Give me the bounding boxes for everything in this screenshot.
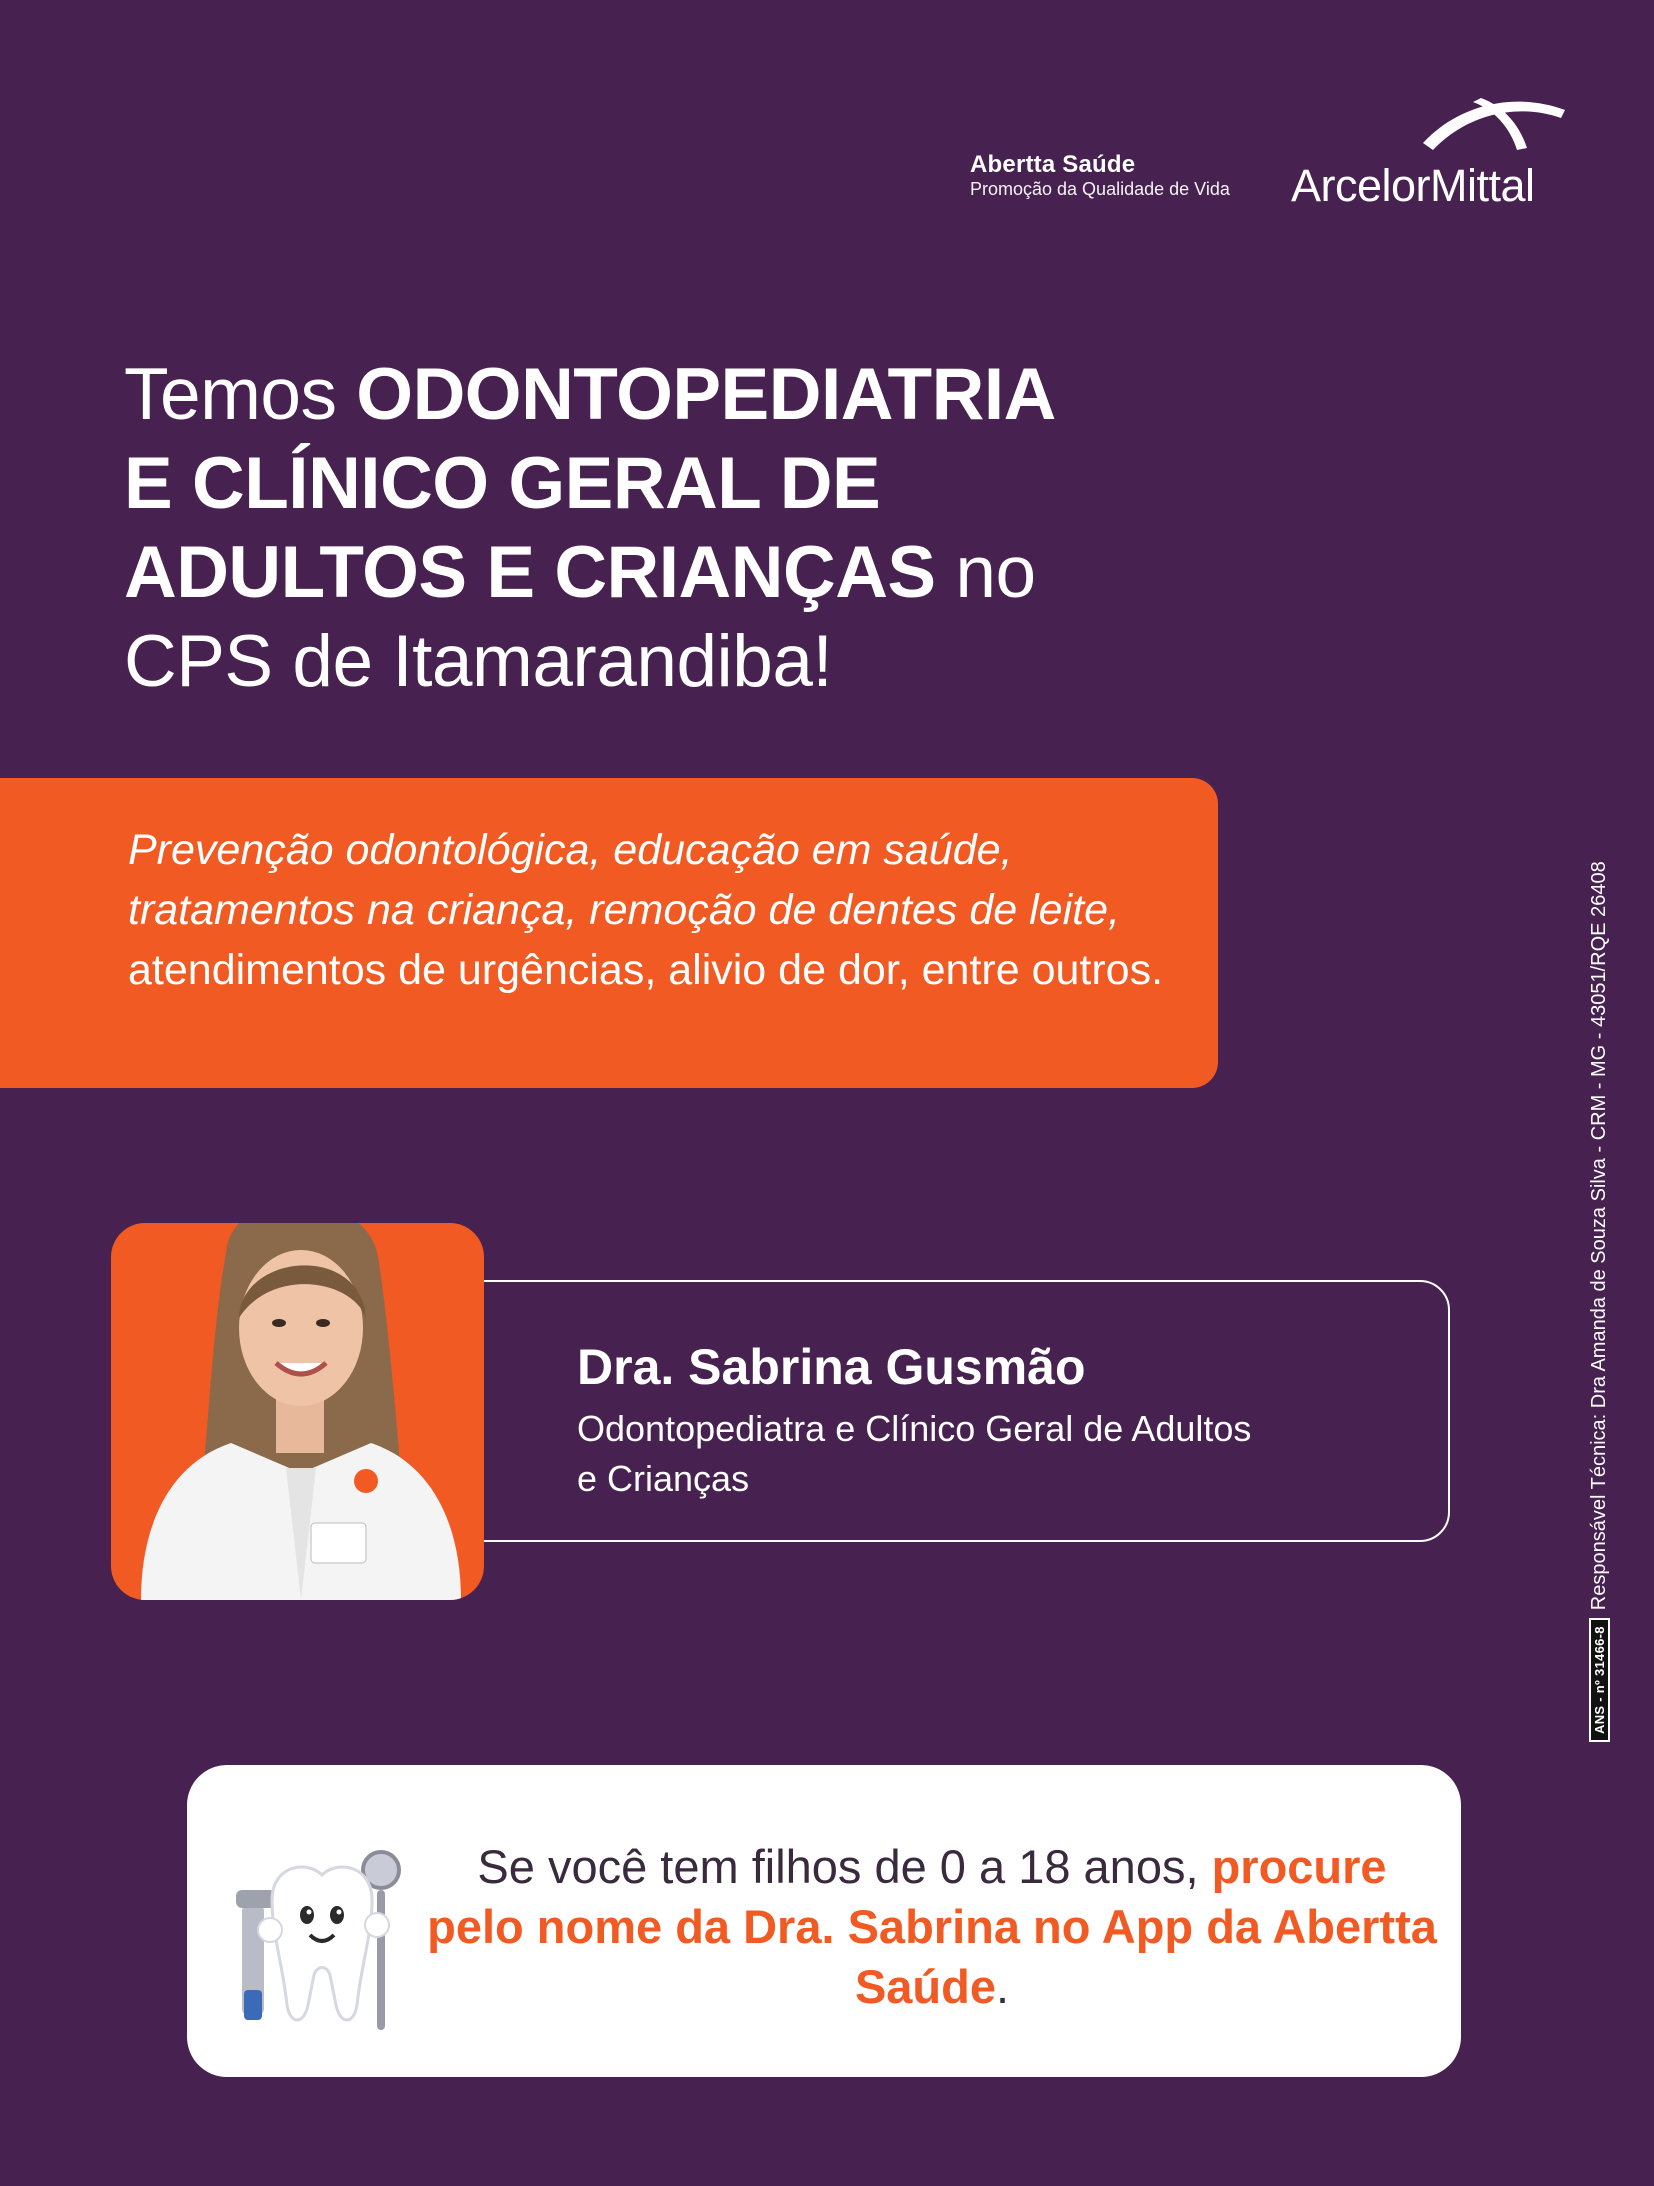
services-banner <box>0 778 1218 1088</box>
arcelormittal-logo <box>1285 88 1585 218</box>
headline-bold-3: ADULTOS E CRIANÇAS <box>124 532 936 613</box>
services-plain: atendimentos de urgências, alivio de dor, entre outros. <box>128 946 1164 994</box>
headline-suffix: no <box>935 532 1036 613</box>
ans-badge: ANS - nº 31466-8 <box>1589 1618 1610 1742</box>
doctor-photo <box>111 1223 484 1600</box>
tooth-mascot-icon <box>232 1810 412 2040</box>
abertta-brand <box>970 152 1230 201</box>
cta-message <box>427 1837 1437 2017</box>
doctor-role: Odontopediatra e Clínico Geral de Adultos e Crianças <box>577 1408 1252 1499</box>
arcelormittal-logo-icon <box>1415 88 1575 158</box>
cta-highlight: procure pelo nome da Dra. Sabrina no App da Abertta Saúde <box>427 1840 1437 2013</box>
headline-bold-1: ODONTOPEDIATRIA <box>356 354 1056 435</box>
services-text <box>128 820 1188 1000</box>
cta-text-start: Se você tem filhos de 0 a 18 anos, <box>477 1840 1212 1893</box>
cta-card <box>187 1765 1461 2077</box>
doctor-name: Dra. Sabrina Gusmão <box>577 1339 1086 1395</box>
headline-line-1 <box>124 350 1124 439</box>
headline-line-4: CPS de Itamarandiba! <box>124 621 833 702</box>
abertta-tagline: Promoção da Qualidade de Vida <box>970 179 1230 200</box>
headline-line-3 <box>124 528 1124 617</box>
services-italic: Prevenção odontológica, educação em saúde, tratamentos na criança, remoção de dentes de leite, <box>128 826 1120 934</box>
doctor-portrait-illustration <box>111 1223 484 1600</box>
headline-line-2: E CLÍNICO GERAL DE <box>124 443 881 524</box>
headline <box>124 350 1124 706</box>
arcelormittal-wordmark: ArcelorMittal <box>1291 160 1535 211</box>
headline-prefix: Temos <box>124 354 357 435</box>
abertta-name: Abertta Saúde <box>970 151 1136 178</box>
side-legal-text <box>1588 861 1611 1742</box>
responsible-technician: Responsável Técnica: Dra Amanda de Souza Silva - CRM - MG - 43051/RQE 26408 <box>1588 861 1610 1611</box>
cta-text-end: . <box>995 1960 1010 2013</box>
